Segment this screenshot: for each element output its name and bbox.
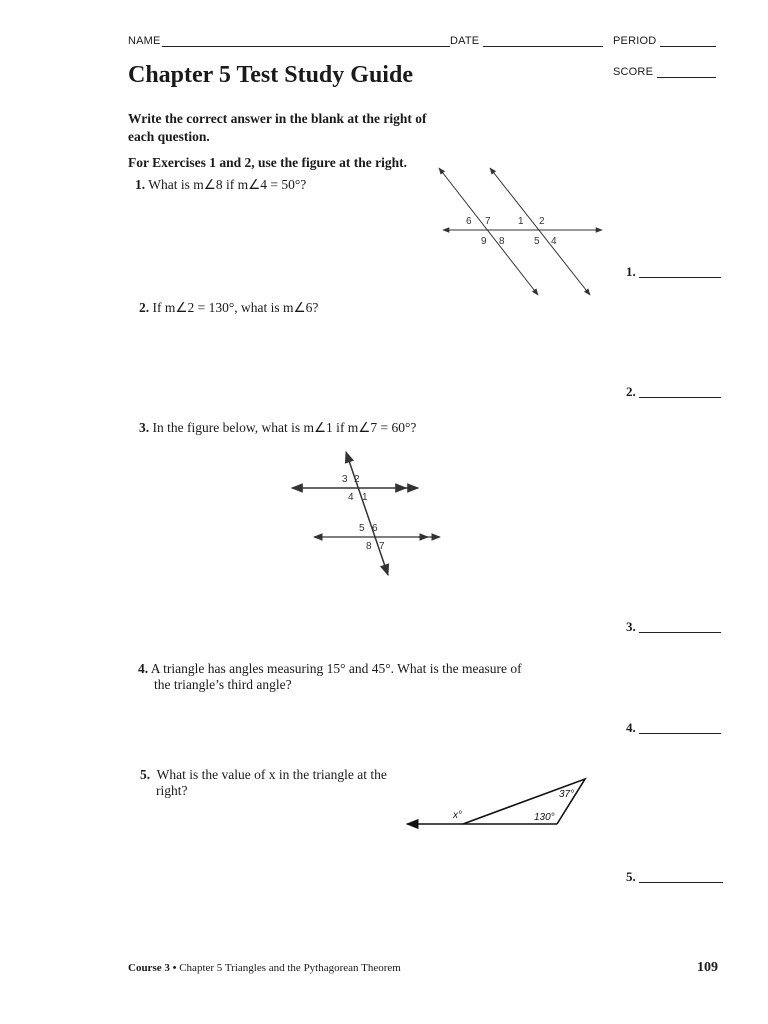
- question-2-number: 2.: [139, 300, 150, 315]
- fig1-label-2: 2: [539, 216, 545, 227]
- date-label: DATE: [450, 35, 480, 47]
- answer-4-label: 4.: [626, 720, 636, 735]
- page-title: Chapter 5 Test Study Guide: [128, 62, 413, 88]
- fig3-label-3: 3: [342, 474, 348, 485]
- period-blank[interactable]: [660, 46, 716, 47]
- fig3-label-5: 5: [359, 523, 365, 534]
- fig1-label-4: 4: [551, 236, 557, 247]
- answer-1-label: 1.: [626, 264, 636, 279]
- answer-3-blank[interactable]: [639, 632, 721, 633]
- instructions-line2: each question.: [128, 129, 210, 144]
- fig1-label-5: 5: [534, 236, 540, 247]
- question-3-text: In the figure below, what is m∠1 if m∠7 = 60°?: [152, 420, 417, 435]
- answer-3-label: 3.: [626, 619, 636, 634]
- answer-4-blank[interactable]: [639, 733, 721, 734]
- question-2-text: If m∠2 = 130°, what is m∠6?: [152, 300, 319, 315]
- fig1-label-8: 8: [499, 236, 505, 247]
- question-4: [138, 661, 558, 693]
- footer-course: [128, 962, 401, 974]
- question-4-text-line2: the triangle’s third angle?: [154, 677, 292, 692]
- question-3: [139, 420, 416, 436]
- question-4-text-line1: A triangle has angles measuring 15° and 45°. What is the measure of: [150, 661, 522, 676]
- question-5: [140, 767, 420, 799]
- instructions-line1: Write the correct answer in the blank at the right of: [128, 111, 427, 126]
- question-5-number: 5.: [140, 767, 151, 782]
- period-label: PERIOD: [613, 35, 657, 47]
- figure-1-parallel-lines: [435, 160, 615, 300]
- fig3-label-7: 7: [379, 541, 385, 552]
- question-5-text-line2: right?: [156, 783, 188, 798]
- question-1-text: What is m∠8 if m∠4 = 50°?: [148, 177, 307, 192]
- fig3-label-4: 4: [348, 492, 354, 503]
- fig5-label-130: 130°: [534, 812, 555, 823]
- page-number: 109: [697, 960, 718, 975]
- figure-5-triangle: [405, 775, 590, 835]
- footer-chapter: Chapter 5 Triangles and the Pythagorean Theorem: [179, 962, 401, 974]
- fig3-label-1: 1: [362, 492, 368, 503]
- score-label: SCORE: [613, 66, 654, 78]
- answer-2-label: 2.: [626, 384, 636, 399]
- question-3-number: 3.: [139, 420, 150, 435]
- fig5-label-37: 37°: [559, 789, 575, 800]
- footer-course-name: Course 3: [128, 962, 170, 974]
- instructions: [128, 110, 458, 146]
- question-4-number: 4.: [138, 661, 149, 676]
- fig3-label-2: 2: [354, 474, 360, 485]
- fig3-label-6: 6: [372, 523, 378, 534]
- score-blank[interactable]: [657, 77, 716, 78]
- exercises-note: For Exercises 1 and 2, use the figure at the right.: [128, 155, 407, 170]
- fig1-label-9: 9: [481, 236, 487, 247]
- footer-bullet: •: [169, 962, 180, 974]
- question-1-number: 1.: [135, 177, 146, 192]
- fig1-label-6: 6: [466, 216, 472, 227]
- date-blank[interactable]: [483, 46, 603, 47]
- fig3-label-8: 8: [366, 541, 372, 552]
- question-1: [135, 177, 306, 193]
- name-label: NAME: [128, 35, 161, 47]
- figure-3-parallel-lines: [288, 447, 448, 582]
- fig1-label-1: 1: [518, 216, 524, 227]
- answer-2-blank[interactable]: [639, 397, 721, 398]
- answer-5-blank[interactable]: [639, 882, 723, 883]
- question-2: [139, 300, 318, 316]
- answer-5-label: 5.: [626, 869, 636, 884]
- question-5-text-line1: What is the value of x in the triangle at the: [156, 767, 387, 782]
- name-blank[interactable]: [162, 46, 450, 47]
- fig1-label-7: 7: [485, 216, 491, 227]
- answer-1-blank[interactable]: [639, 277, 721, 278]
- fig5-label-x: x°: [453, 810, 462, 821]
